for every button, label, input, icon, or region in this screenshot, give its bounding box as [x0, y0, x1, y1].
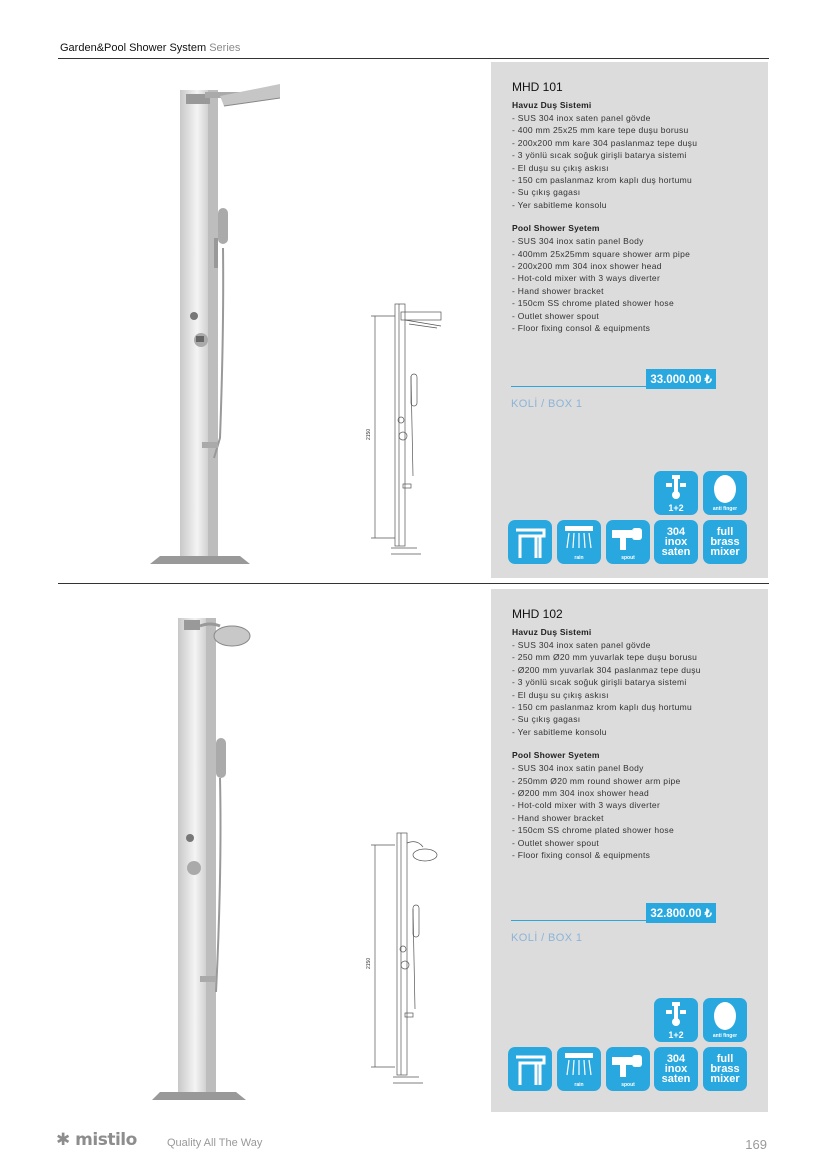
rain-label: rain	[574, 555, 584, 561]
spec-item: - 3 yönlü sıcak soğuk girişli batarya sistemi	[512, 677, 687, 688]
anti-finger-icon	[703, 998, 747, 1042]
spec-heading-en: Pool Shower Syetem	[512, 223, 600, 234]
brand-name: mistilo	[75, 1130, 137, 1150]
spec-item: - 150cm SS chrome plated shower hose	[512, 298, 674, 309]
product-panel-mhd101	[491, 62, 768, 578]
spec-item: - 250 mm Ø20 mm yuvarlak tepe duşu borusu	[512, 652, 698, 663]
price-row	[511, 369, 716, 391]
spec-heading-tr: Havuz Duş Sistemi	[512, 627, 592, 637]
mixer-icon	[654, 998, 698, 1042]
brand-tagline: Quality All The Way	[167, 1137, 263, 1149]
page-header	[60, 42, 240, 54]
spec-item: - 200x200 mm kare 304 paslanmaz tepe duşu	[512, 137, 698, 148]
spec-item: - Ø200 mm 304 inox shower head	[512, 788, 650, 799]
product-model: MHD 102	[512, 607, 563, 621]
spec-item: - 150cm SS chrome plated shower hose	[512, 825, 674, 836]
spec-list-en	[512, 762, 748, 861]
rain-shower-icon	[557, 520, 601, 564]
mixer-icon-label: 1+2	[668, 1030, 684, 1040]
price-tag: 32.800.00 ₺	[646, 903, 716, 923]
header-series: Series	[209, 42, 241, 54]
spec-item: - SUS 304 inox satin panel Body	[512, 236, 644, 247]
spec-item: - Hot-cold mixer with 3 ways diverter	[512, 273, 661, 284]
inox-saten-badge: 304 inox saten	[654, 520, 698, 564]
spec-item: - 400mm 25x25mm square shower arm pipe	[512, 248, 691, 259]
spec-item: - SUS 304 inox saten panel gövde	[512, 113, 651, 123]
inox-saten-badge: 304 inox saten	[654, 1047, 698, 1091]
logo-mark-icon: ✱	[56, 1130, 70, 1150]
section-divider	[58, 583, 769, 584]
rain-label: rain	[574, 1082, 584, 1088]
spec-item: - 3 yönlü sıcak soğuk girişli batarya sistemi	[512, 150, 687, 161]
brand-logo	[56, 1130, 137, 1150]
spec-list-en	[512, 235, 748, 334]
mixer-icon-label: 1+2	[668, 503, 684, 513]
full-brass-mixer-badge: full brass mixer	[703, 1047, 747, 1091]
box-count: KOLİ / BOX 1	[511, 932, 583, 944]
spec-item: - 150 cm paslanmaz krom kaplı duş hortumu	[512, 702, 693, 713]
anti-finger-label: anti finger	[712, 506, 738, 512]
spec-item: - Yer sabitleme konsolu	[512, 726, 607, 737]
page-number: 169	[745, 1137, 767, 1152]
technical-drawing-mhd102	[365, 823, 445, 1093]
spec-item: - Su çıkış gagası	[512, 714, 581, 725]
spout-label: spout	[621, 1082, 635, 1088]
spec-item: - 200x200 mm 304 inox shower head	[512, 261, 662, 272]
spec-item: - El duşu su çıkış askısı	[512, 689, 609, 700]
drawing-height-label: 2150	[366, 957, 372, 969]
product-panel-mhd102	[491, 589, 768, 1112]
box-count: KOLİ / BOX 1	[511, 398, 583, 410]
product-photo-mhd101	[140, 78, 290, 568]
spout-label: spout	[621, 555, 635, 561]
product-photo-mhd102	[150, 612, 260, 1104]
spec-item: - Yer sabitleme konsolu	[512, 199, 607, 210]
spec-item: - 400 mm 25x25 mm kare tepe duşu borusu	[512, 125, 689, 136]
spec-item: - 250mm Ø20 mm round shower arm pipe	[512, 775, 681, 786]
anti-finger-icon	[703, 471, 747, 515]
spec-item: - Floor fixing consol & equipments	[512, 850, 651, 861]
spec-item: - Outlet shower spout	[512, 310, 600, 321]
product-model: MHD 101	[512, 80, 563, 94]
anti-finger-label: anti finger	[712, 1033, 738, 1039]
spec-item: - Su çıkış gagası	[512, 187, 581, 198]
spec-item: - SUS 304 inox satin panel Body	[512, 763, 644, 774]
technical-drawing-mhd101	[365, 290, 445, 565]
rain-shower-icon	[557, 1047, 601, 1091]
full-brass-mixer-badge: full brass mixer	[703, 520, 747, 564]
spout-icon	[606, 520, 650, 564]
spec-item: - Ø200 mm yuvarlak 304 paslanmaz tepe duşu	[512, 664, 701, 675]
spec-item: - Floor fixing consol & equipments	[512, 323, 651, 334]
price-row	[511, 903, 716, 925]
spec-list-tr	[512, 112, 748, 211]
wall-shower-icon	[508, 520, 552, 564]
spec-item: - 150 cm paslanmaz krom kaplı duş hortumu	[512, 175, 693, 186]
top-divider	[58, 58, 769, 59]
spec-list-tr	[512, 639, 748, 738]
spec-heading-tr: Havuz Duş Sistemi	[512, 100, 592, 110]
price-tag: 33.000.00 ₺	[646, 369, 716, 389]
wall-shower-icon	[508, 1047, 552, 1091]
spec-item: - El duşu su çıkış askısı	[512, 162, 609, 173]
drawing-height-label: 2150	[366, 428, 372, 440]
spec-item: - SUS 304 inox saten panel gövde	[512, 640, 651, 650]
spec-item: - Hand shower bracket	[512, 285, 604, 296]
spec-item: - Hot-cold mixer with 3 ways diverter	[512, 800, 661, 811]
header-title: Garden&Pool Shower System	[60, 42, 207, 54]
spout-icon	[606, 1047, 650, 1091]
spec-heading-en: Pool Shower Syetem	[512, 750, 600, 761]
mixer-icon	[654, 471, 698, 515]
spec-item: - Hand shower bracket	[512, 812, 604, 823]
spec-item: - Outlet shower spout	[512, 837, 600, 848]
